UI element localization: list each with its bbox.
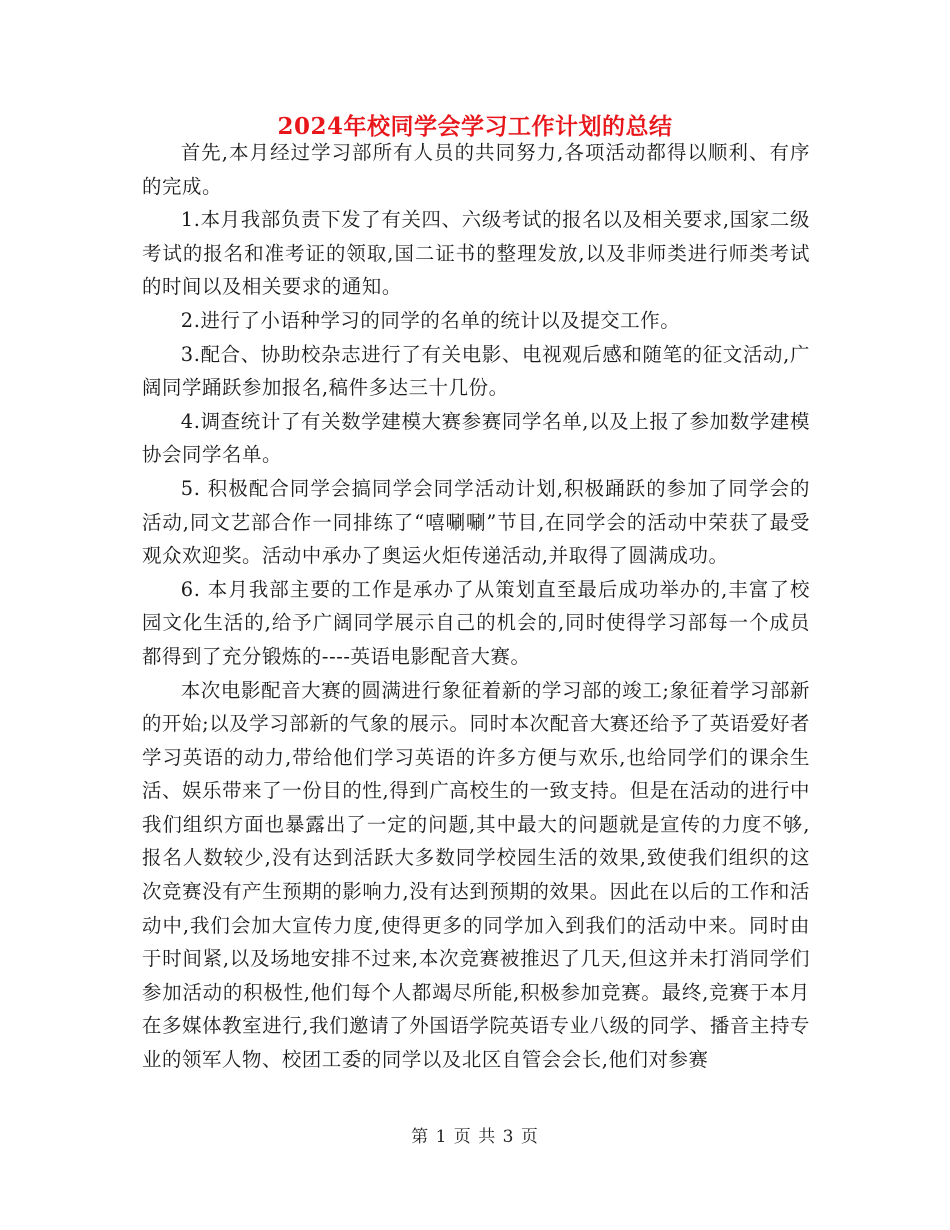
paragraph-item-6: 6. 本月我部主要的工作是承办了从策划直至最后成功举办的,丰富了校园文化生活的,给予广阔同学展示自己的机会的,同时使得学习部每一个成员都得到了充分锻炼的----英语电影配音大赛。 <box>142 577 810 668</box>
paragraph-summary: 本次电影配音大赛的圆满进行象征着新的学习部的竣工;象征着学习部新的开始;以及学习部新的气象的展示。同时本次配音大赛还给予了英语爱好者学习英语的动力,带给他们学习英语的许多方便与欢乐,也给同学们的课余生活、娱乐带来了一份目的性,得到广高校生的一致支持。但是在活动的进行中我们组织方面也暴露出了一定的问题,其中最大的问题就是宣传的力度不够,报名人数较少,没有达到活跃大多数同学校园生活的效果,致使我们组织的这次竞赛没有产生预期的影响力,没有达到预期的效果。因此在以后的工作和活动中,我们会加大宣传力度,使得更多的同学加入到我们的活动中来。同时由于时间紧,以及场地安排不过来,本次竞赛被推迟了几天,但这并未打消同学们参加活动的积极性,他们每个人都竭尽所能,积极参加竞赛。最终,竞赛于本月在多媒体教室进行,我们邀请了外国语学院英语专业八级的同学、播音主持专业的领军人物、校团工委的同学以及北区自管会会长,他们对参赛 <box>142 678 810 1072</box>
page-number-footer: 第 1 页 共 3 页 <box>411 1127 539 1147</box>
paragraph-item-1: 1.本月我部负责下发了有关四、六级考试的报名以及相关要求,国家二级考试的报名和准考证的领取,国二证书的整理发放,以及非师类进行师类考试的时间以及相关要求的通知。 <box>142 208 810 299</box>
paragraph-intro: 首先,本月经过学习部所有人员的共同努力,各项活动都得以顺利、有序的完成。 <box>142 141 810 198</box>
paragraph-item-2: 2.进行了小语种学习的同学的名单的统计以及提交工作。 <box>180 308 681 332</box>
paragraph-item-4: 4.调查统计了有关数学建模大赛参赛同学名单,以及上报了参加数学建模协会同学名单。 <box>142 409 810 467</box>
paragraph-item-5: 5. 积极配合同学会搞同学会同学活动计划,积极踊跃的参加了同学会的活动,同文艺部合作一同排练了“嘻唰唰”节目,在同学会的活动中荣获了最受观众欢迎奖。活动中承办了奥运火炬传递活动,并取得了圆满成功。 <box>142 476 810 568</box>
document-body <box>142 136 810 1077</box>
document-title: 2024年校同学会学习工作计划的总结 <box>277 113 673 140</box>
paragraph-item-3: 3.配合、协助校杂志进行了有关电影、电视观后感和随笔的征文活动,广阔同学踊跃参加报名,稿件多达三十几份。 <box>142 342 810 400</box>
